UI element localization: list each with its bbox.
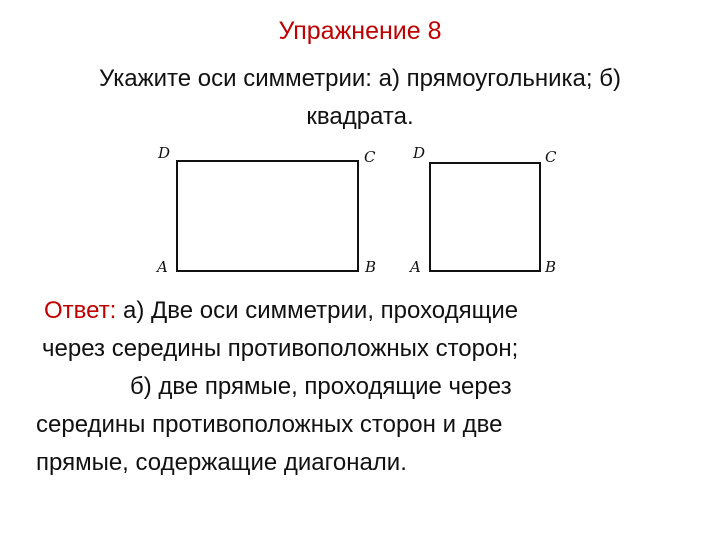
task-line-2: квадрата.: [306, 103, 414, 130]
exercise-title: Упражнение 8: [278, 17, 442, 45]
rectangle-vertex-a: A: [157, 258, 168, 276]
rectangle-shape: [177, 161, 358, 271]
figures-drawing: [0, 140, 720, 280]
figures: [0, 140, 720, 280]
rectangle-vertex-c: C: [364, 148, 376, 166]
answer-line-1-rest: а) Две оси симметрии, проходящие: [116, 297, 519, 324]
square-shape: [430, 163, 540, 271]
square-vertex-b: B: [545, 258, 557, 276]
rectangle-vertex-d: D: [158, 144, 171, 162]
answer-line-5: прямые, содержащие диагонали.: [36, 449, 407, 476]
task-line-1: Укажите оси симметрии: а) прямоугольника; б): [99, 65, 621, 92]
answer-line-3: б) две прямые, проходящие через: [130, 373, 512, 400]
answer-line-1: [44, 293, 518, 329]
rectangle-vertex-b: B: [365, 258, 377, 276]
answer-label: Ответ:: [44, 297, 117, 324]
task-text: [30, 60, 690, 136]
square-vertex-c: C: [545, 148, 557, 166]
answer-line-4: середины противоположных сторон и две: [36, 411, 503, 438]
square-vertex-d: D: [413, 144, 426, 162]
square-vertex-a: A: [410, 258, 421, 276]
answer-line-2: через середины противоположных сторон;: [42, 335, 519, 362]
